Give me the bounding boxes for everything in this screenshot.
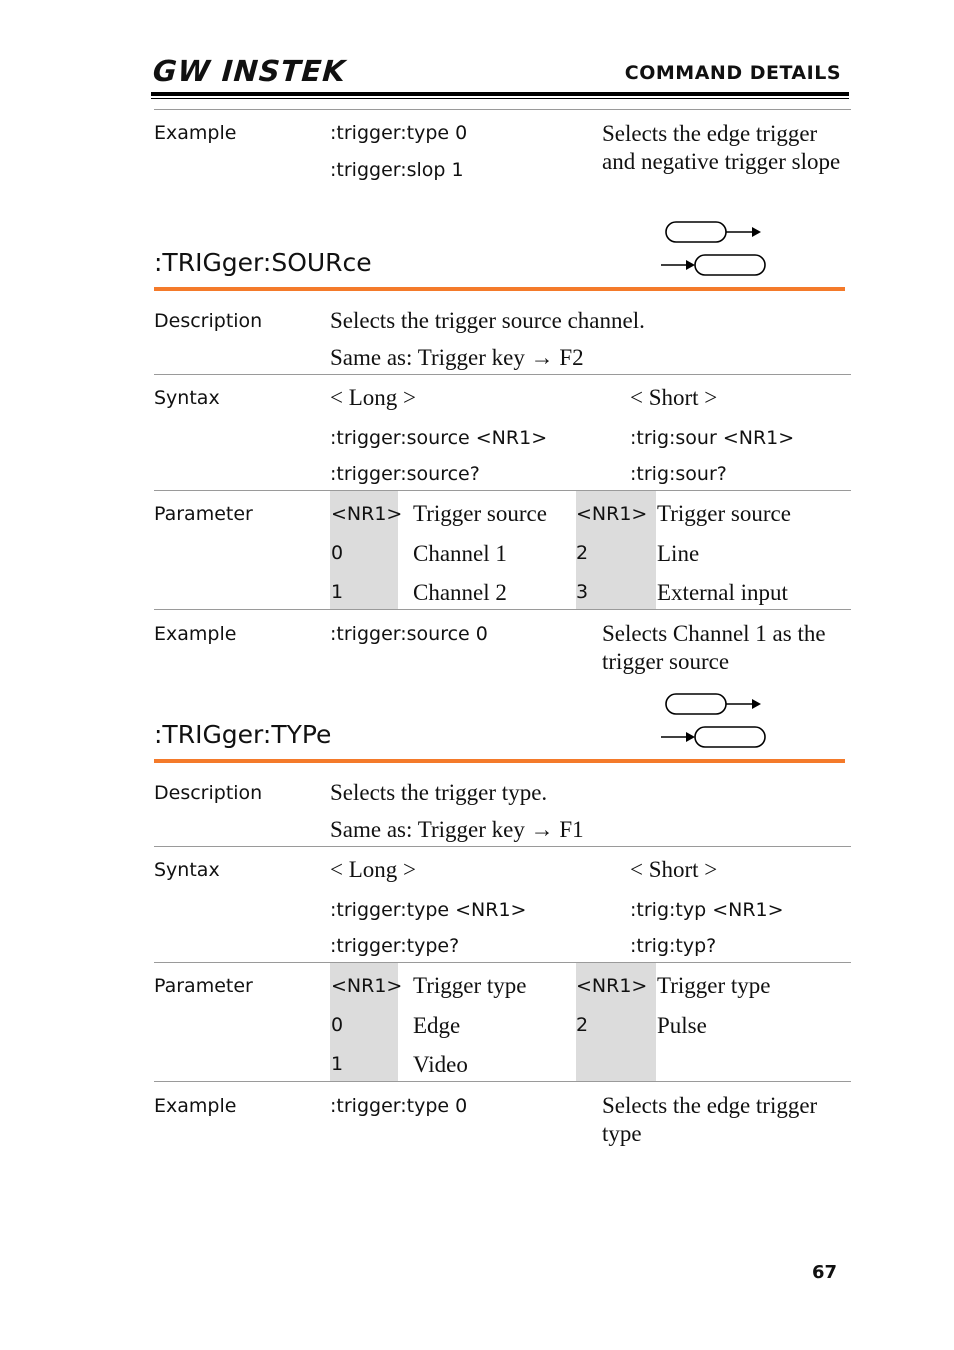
param-value: 2 <box>576 1014 589 1036</box>
example-description: Selects the edge trigger type <box>602 1093 818 1146</box>
param-col-header: <NR1> <box>576 503 648 525</box>
param-col-header: <NR1> <box>331 503 403 525</box>
syntax-short-set: :trig:sour <NR1> <box>630 427 795 449</box>
syntax-long-header: < Long > <box>330 857 416 882</box>
example-command: :trigger:slop 1 <box>330 159 464 181</box>
example-command: :trigger:type 0 <box>330 1095 468 1117</box>
set-query-icon <box>660 692 770 750</box>
brand-logo: GW INSTEK <box>151 54 348 88</box>
param-desc: Line <box>657 541 700 566</box>
param-value: 0 <box>331 1014 344 1036</box>
section-title: :TRIGger:SOURce <box>154 248 372 277</box>
divider <box>154 1081 851 1082</box>
divider <box>154 846 851 847</box>
header-rule-thick <box>151 92 849 96</box>
example-description: Selects the edge trigger and negative trigger slope <box>602 121 841 174</box>
syntax-long-header: < Long > <box>330 385 416 410</box>
param-col-header: <NR1> <box>576 975 648 997</box>
param-desc-header: Trigger type <box>657 973 771 998</box>
example-label: Example <box>154 623 237 645</box>
syntax-long-set: :trigger:source <NR1> <box>330 427 548 449</box>
syntax-long-query: :trigger:type? <box>330 935 460 957</box>
param-value: 1 <box>331 581 344 603</box>
same-as-text: Same as: Trigger key → F1 <box>330 817 584 842</box>
syntax-short-query: :trig:sour? <box>630 463 727 485</box>
description-text: Selects the trigger type. <box>330 780 548 805</box>
param-desc: Pulse <box>657 1013 707 1038</box>
syntax-long-set: :trigger:type <NR1> <box>330 899 527 921</box>
syntax-label: Syntax <box>154 859 220 881</box>
description-label: Description <box>154 782 263 804</box>
example-label: Example <box>154 1095 237 1117</box>
same-as-text: Same as: Trigger key → F2 <box>330 345 584 370</box>
param-desc-header: Trigger source <box>657 501 791 526</box>
param-desc-header: Trigger source <box>413 501 547 526</box>
example-label: Example <box>154 122 237 144</box>
syntax-short-set: :trig:typ <NR1> <box>630 899 784 921</box>
description-text: Selects the trigger source channel. <box>330 308 645 333</box>
example-command: :trigger:type 0 <box>330 122 468 144</box>
param-desc: External input <box>657 580 788 605</box>
param-desc: Video <box>413 1052 468 1077</box>
param-desc: Channel 1 <box>413 541 507 566</box>
divider <box>154 962 851 963</box>
section-title: :TRIGger:TYPe <box>154 720 332 749</box>
page-number: 67 <box>812 1262 838 1283</box>
syntax-short-header: < Short > <box>630 385 718 410</box>
syntax-label: Syntax <box>154 387 220 409</box>
syntax-short-query: :trig:typ? <box>630 935 717 957</box>
divider <box>154 374 851 375</box>
divider <box>154 609 851 610</box>
header-rule-thin <box>151 98 849 99</box>
parameter-label: Parameter <box>154 975 253 997</box>
section-accent-rule <box>154 759 845 763</box>
divider <box>154 109 851 110</box>
section-accent-rule <box>154 287 845 291</box>
param-value: 0 <box>331 542 344 564</box>
param-col-header: <NR1> <box>331 975 403 997</box>
example-description: Selects Channel 1 as the trigger source <box>602 621 826 674</box>
param-desc: Edge <box>413 1013 461 1038</box>
set-query-icon <box>660 220 770 278</box>
param-desc: Channel 2 <box>413 580 507 605</box>
syntax-short-header: < Short > <box>630 857 718 882</box>
header-section-label: COMMAND DETAILS <box>624 62 841 84</box>
example-command: :trigger:source 0 <box>330 623 488 645</box>
param-value: 3 <box>576 581 589 603</box>
param-value: 2 <box>576 542 589 564</box>
param-value: 1 <box>331 1053 344 1075</box>
param-desc-header: Trigger type <box>413 973 527 998</box>
description-label: Description <box>154 310 263 332</box>
syntax-long-query: :trigger:source? <box>330 463 480 485</box>
parameter-label: Parameter <box>154 503 253 525</box>
divider <box>154 490 851 491</box>
